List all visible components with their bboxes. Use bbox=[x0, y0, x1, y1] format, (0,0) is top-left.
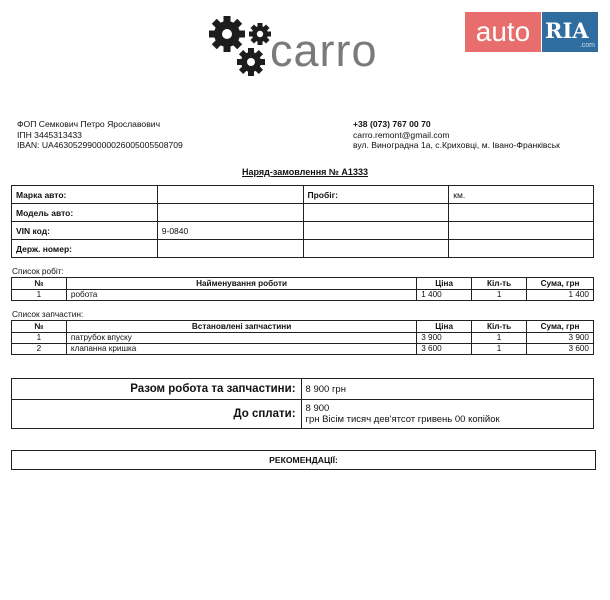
works-caption: Список робіт: bbox=[12, 266, 64, 276]
table-row bbox=[12, 344, 594, 355]
vehicle-row bbox=[12, 186, 594, 204]
due-words: грн Вісім тисяч дев'ятсот гривень 00 копійок bbox=[305, 414, 500, 425]
vehicle-row bbox=[12, 204, 594, 222]
seller-tax-id: ІПН 3445313433 bbox=[17, 129, 82, 140]
contact-info bbox=[353, 119, 560, 151]
col-name: Найменування роботи bbox=[66, 278, 416, 290]
row-number: 1 bbox=[12, 333, 67, 344]
parts-caption: Список запчастин: bbox=[12, 309, 84, 319]
contact-email: carro.remont@gmail.com bbox=[353, 129, 450, 140]
subtotal-row bbox=[12, 379, 594, 400]
model-value bbox=[157, 204, 303, 222]
vin-label: VIN код: bbox=[12, 222, 158, 240]
row-price: 3 600 bbox=[417, 344, 472, 355]
subtotal-label: Разом робота та запчастини: bbox=[12, 379, 302, 400]
empty-cell bbox=[449, 204, 594, 222]
col-price: Ціна bbox=[417, 321, 472, 333]
ria-domain: .com bbox=[579, 42, 595, 49]
col-name: Встановлені запчастини bbox=[66, 321, 416, 333]
empty-cell bbox=[449, 222, 594, 240]
col-sum: Сума, грн bbox=[527, 321, 594, 333]
col-qty: Кіл-ть bbox=[472, 278, 527, 290]
ria-badge bbox=[542, 12, 598, 52]
due-label: До сплати: bbox=[12, 400, 302, 429]
mileage-label: Пробіг: bbox=[303, 186, 449, 204]
empty-cell bbox=[303, 222, 449, 240]
subtotal-value: 8 900 грн bbox=[301, 379, 593, 400]
col-qty: Кіл-ть bbox=[472, 321, 527, 333]
row-sum: 3 900 bbox=[527, 333, 594, 344]
vehicle-table bbox=[11, 185, 594, 258]
works-table bbox=[11, 277, 594, 301]
document-title: Наряд-замовлення № А1333 bbox=[242, 167, 368, 177]
col-number: № bbox=[12, 278, 67, 290]
plate-label: Держ. номер: bbox=[12, 240, 158, 258]
col-sum: Сума, грн bbox=[527, 278, 594, 290]
seller-name: ФОП Семкович Петро Ярославович bbox=[17, 119, 161, 129]
contact-address: вул. Виноградна 1а, с.Криховці, м. Івано-Франківськ bbox=[353, 140, 560, 150]
seller-iban: IBAN: UA463052990000026005005508709 bbox=[17, 140, 183, 150]
due-value: 8 900 bbox=[305, 403, 330, 414]
row-name: робота bbox=[66, 290, 416, 301]
table-header-row bbox=[12, 321, 594, 333]
row-price: 1 400 bbox=[417, 290, 472, 301]
make-value bbox=[157, 186, 303, 204]
row-qty: 1 bbox=[472, 290, 527, 301]
due-cell bbox=[301, 400, 593, 429]
ria-label: RIA bbox=[545, 18, 589, 43]
row-number: 1 bbox=[12, 290, 67, 301]
vehicle-row bbox=[12, 222, 594, 240]
mileage-unit: км. bbox=[449, 186, 594, 204]
parts-table bbox=[11, 320, 594, 355]
row-name: патрубок впуску bbox=[66, 333, 416, 344]
empty-cell bbox=[303, 204, 449, 222]
col-price: Ціна bbox=[417, 278, 472, 290]
vin-value: 9-0840 bbox=[157, 222, 303, 240]
plate-value bbox=[157, 240, 303, 258]
vehicle-row bbox=[12, 240, 594, 258]
row-sum: 1 400 bbox=[527, 290, 594, 301]
contact-phone: +38 (073) 767 00 70 bbox=[353, 119, 431, 129]
table-row bbox=[12, 333, 594, 344]
totals-table bbox=[11, 378, 594, 429]
model-label: Модель авто: bbox=[12, 204, 158, 222]
row-sum: 3 600 bbox=[527, 344, 594, 355]
empty-cell bbox=[303, 240, 449, 258]
logo-wordmark: carro bbox=[270, 25, 378, 76]
row-number: 2 bbox=[12, 344, 67, 355]
row-qty: 1 bbox=[472, 344, 527, 355]
table-header-row bbox=[12, 278, 594, 290]
table-row bbox=[12, 290, 594, 301]
row-name: клапанна кришка bbox=[66, 344, 416, 355]
due-row bbox=[12, 400, 594, 429]
col-number: № bbox=[12, 321, 67, 333]
recommendations-box: РЕКОМЕНДАЦІЇ: bbox=[11, 450, 596, 470]
auto-badge: auto bbox=[465, 12, 541, 52]
row-price: 3 900 bbox=[417, 333, 472, 344]
make-label: Марка авто: bbox=[12, 186, 158, 204]
row-qty: 1 bbox=[472, 333, 527, 344]
seller-info bbox=[17, 119, 183, 151]
empty-cell bbox=[449, 240, 594, 258]
